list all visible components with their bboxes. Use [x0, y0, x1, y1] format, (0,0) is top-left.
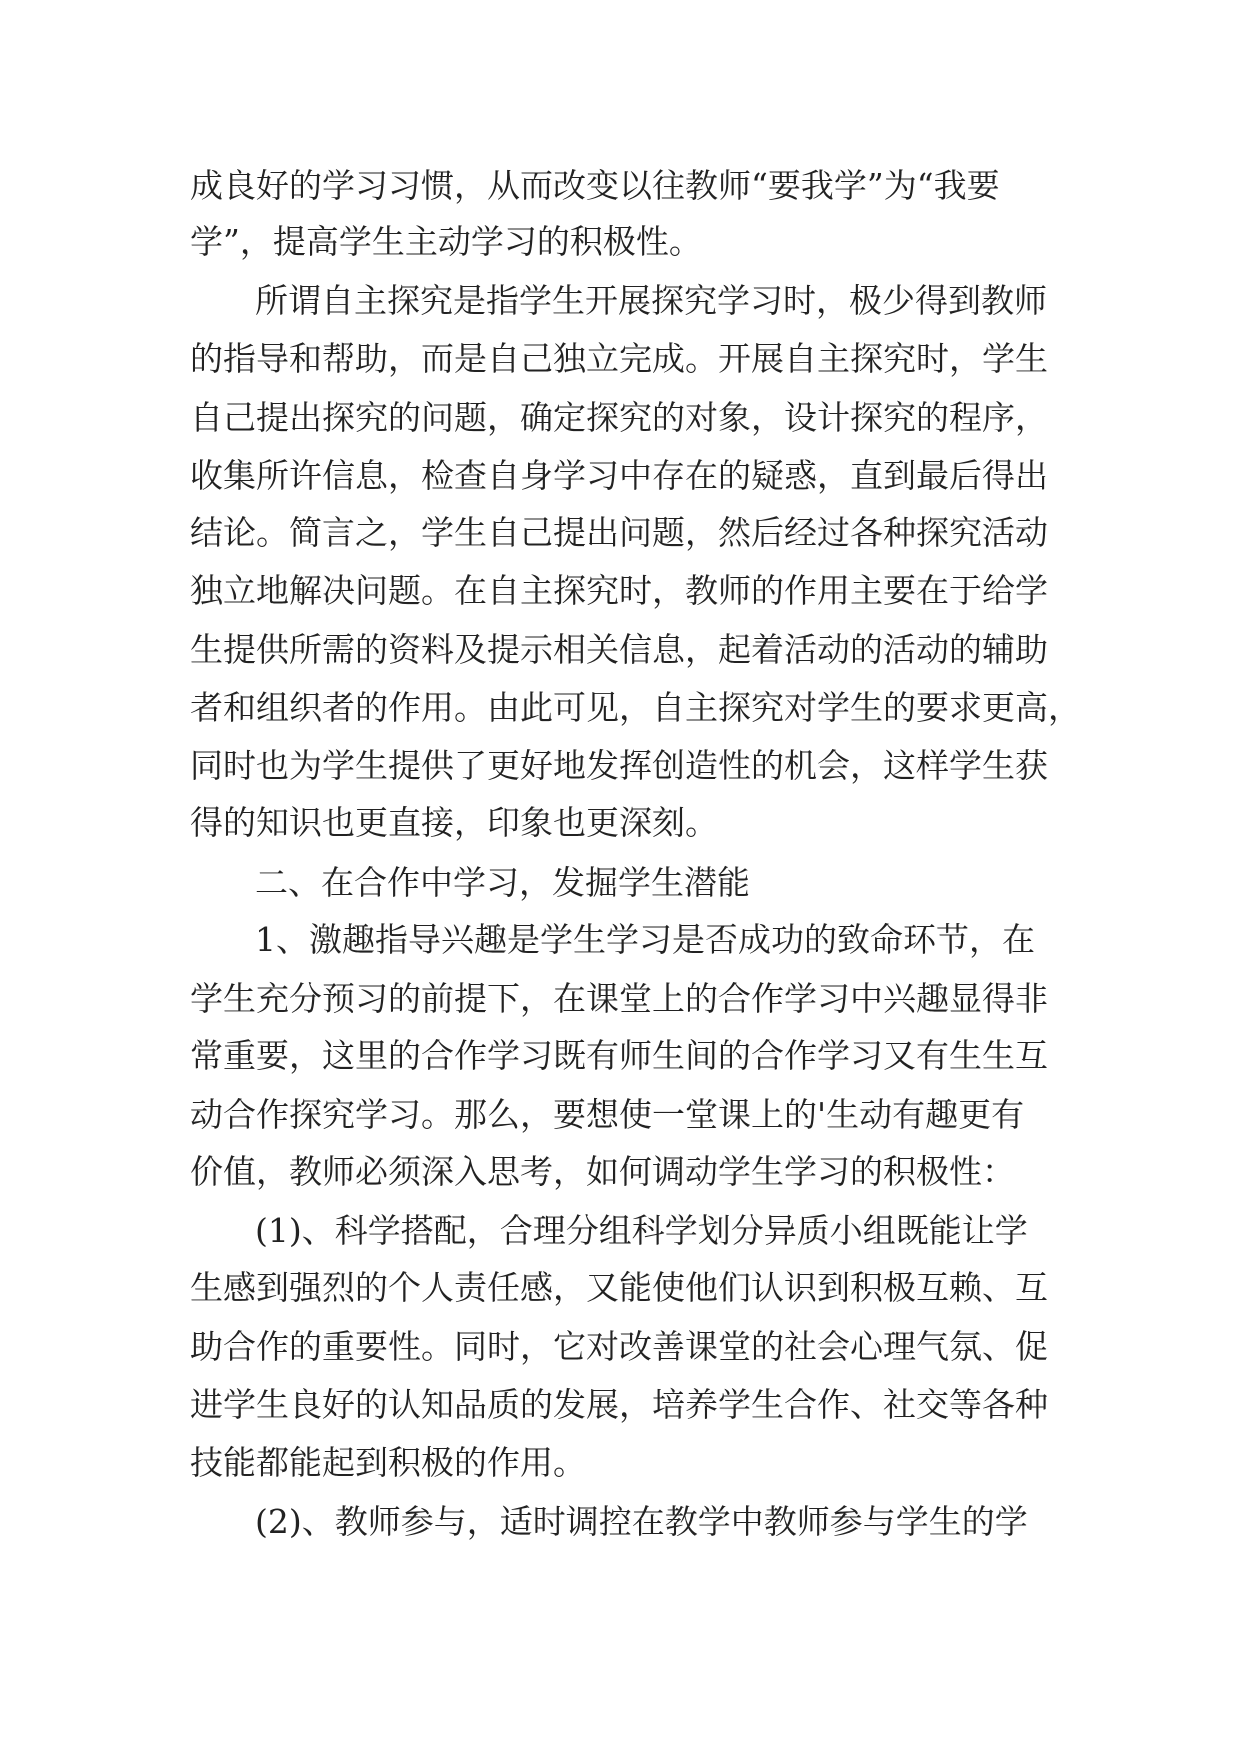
paragraph-start-line: (2)、教师参与，适时调控在教学中教师参与学生的学 [255, 1502, 1028, 1541]
text-line: 收集所许信息，检查自身学习中存在的疑惑，直到最后得出 [190, 456, 1048, 495]
text-line: 自己提出探究的问题，确定探究的对象，设计探究的程序， [190, 398, 1048, 437]
text-line: 进学生良好的认知品质的发展，培养学生合作、社交等各种 [190, 1385, 1048, 1424]
text-line: 动合作探究学习。那么，要想使一堂课上的'生动有趣更有 [190, 1095, 1025, 1134]
text-line: 生提供所需的资料及提示相关信息，起着活动的活动的辅助 [190, 630, 1048, 669]
text-line: 价值，教师必须深入思考，如何调动学生学习的积极性： [190, 1152, 1015, 1191]
section-heading: 二、在合作中学习，发掘学生潜能 [255, 863, 750, 902]
text-line: 学”，提高学生主动学习的积极性。 [190, 222, 702, 261]
text-line: 同时也为学生提供了更好地发挥创造性的机会，这样学生获 [190, 746, 1048, 785]
paragraph-start-line: 1、激趣指导兴趣是学生学习是否成功的致命环节，在 [255, 920, 1035, 959]
text-line: 常重要，这里的合作学习既有师生间的合作学习又有生生互 [190, 1036, 1048, 1075]
text-line: 学生充分预习的前提下，在课堂上的合作学习中兴趣显得非 [190, 979, 1048, 1018]
text-line: 者和组织者的作用。由此可见，自主探究对学生的要求更高， [190, 688, 1081, 727]
text-line: 技能都能起到积极的作用。 [190, 1443, 586, 1482]
paragraph-start-line: (1)、科学搭配，合理分组科学划分异质小组既能让学 [255, 1211, 1028, 1250]
text-line: 得的知识也更直接，印象也更深刻。 [190, 803, 718, 842]
text-line: 结论。简言之，学生自己提出问题，然后经过各种探究活动 [190, 513, 1048, 552]
text-line: 的指导和帮助，而是自己独立完成。开展自主探究时，学生 [190, 339, 1048, 378]
text-line: 独立地解决问题。在自主探究时，教师的作用主要在于给学 [190, 571, 1048, 610]
text-line: 成良好的学习习惯，从而改变以往教师“要我学”为“我要 [190, 166, 1000, 205]
text-line: 生感到强烈的个人责任感，又能使他们认识到积极互赖、互 [190, 1268, 1048, 1307]
text-line: 助合作的重要性。同时，它对改善课堂的社会心理气氛、促 [190, 1327, 1048, 1366]
paragraph-start-line: 所谓自主探究是指学生开展探究学习时，极少得到教师 [255, 281, 1047, 320]
